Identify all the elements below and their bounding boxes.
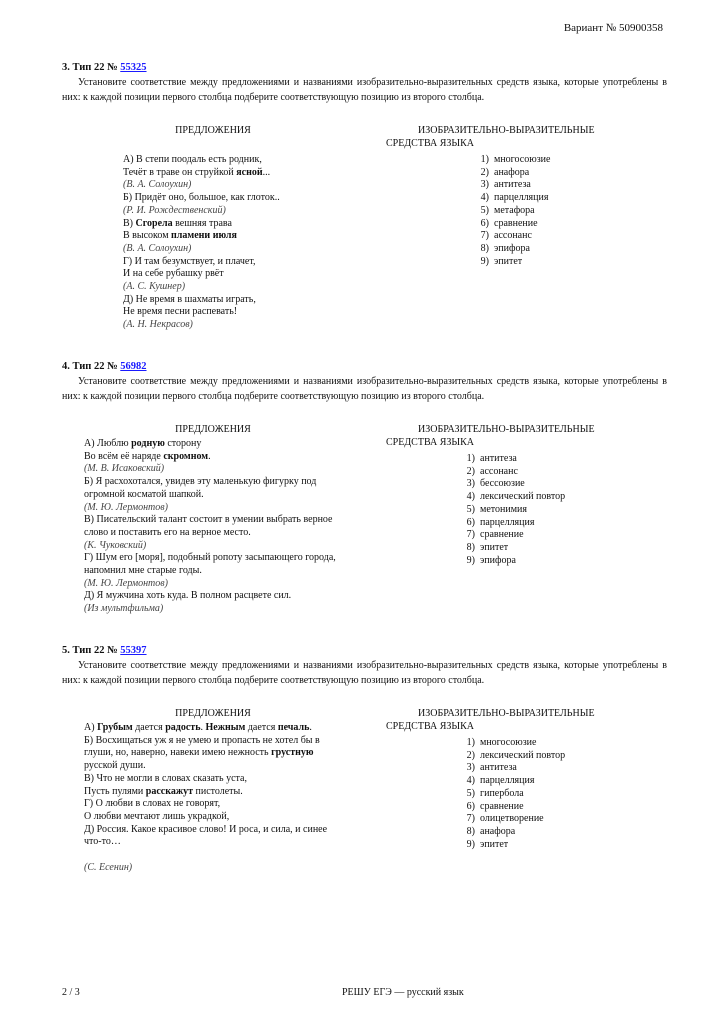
device-option — [473, 179, 550, 192]
option-label: анафора — [494, 166, 530, 178]
highlighted-word: грустную — [271, 747, 314, 759]
device-option — [473, 192, 550, 205]
option-number: 4) — [466, 775, 475, 787]
text-segment: Во всём её наряде — [84, 450, 164, 462]
text-segment: Д) Я мужчина хоть куда. В полном расцвете сил. — [84, 590, 292, 602]
sentences-header: ПРЕДЛОЖЕНИЯ — [175, 125, 251, 136]
option-label: эпитет — [480, 838, 509, 850]
text-segment: . — [200, 722, 206, 733]
option-number: 4) — [480, 192, 489, 204]
option-number: 8) — [480, 242, 489, 254]
option-label: эпитет — [480, 541, 509, 553]
text-segment: . — [208, 450, 211, 462]
option-label: ассонанс — [494, 230, 532, 242]
sentences-header: ПРЕДЛОЖЕНИЯ — [175, 708, 251, 719]
author-attribution — [84, 463, 346, 476]
highlighted-word: печаль — [277, 722, 310, 733]
task-instruction: Установите соответствие между предложениями и названиями изобразительно-выразительных средств языка, которые употреблены в них: к каждой позиции первого столбца подберите соответствующую позицию из второго столбца. — [62, 660, 667, 686]
option-label: метафора — [494, 204, 535, 216]
sentence-line — [84, 786, 340, 799]
device-option — [459, 813, 565, 826]
text-segment: (К. Чуковский) — [84, 539, 147, 551]
option-label: антитеза — [494, 179, 531, 191]
device-option — [459, 491, 565, 504]
devices-header: ИЗОБРАЗИТЕЛЬНО-ВЫРАЗИТЕЛЬНЫЕ — [418, 708, 595, 719]
text-segment: (Р. И. Рождественский) — [123, 204, 226, 216]
sentence-line — [84, 514, 346, 539]
option-number: 6) — [466, 800, 475, 812]
option-number: 9) — [466, 838, 475, 850]
variant-number: Вариант № 50900358 — [563, 22, 663, 34]
devices-header: ИЗОБРАЗИТЕЛЬНО-ВЫРАЗИТЕЛЬНЫЕ — [418, 424, 595, 435]
text-segment: О любви мечтают лишь украдкой, — [84, 810, 230, 822]
text-segment: (М. Ю. Лермонтов) — [84, 501, 168, 513]
option-number: 3) — [466, 762, 475, 774]
sentence-line — [84, 849, 340, 862]
option-label: сравнение — [480, 529, 524, 541]
option-number: 6) — [480, 217, 489, 229]
option-number: 9) — [480, 255, 489, 267]
option-number: 2) — [480, 166, 489, 178]
text-segment: (М. Ю. Лермонтов) — [84, 577, 168, 589]
task-number: 4. — [62, 361, 70, 372]
option-number: 9) — [466, 554, 475, 566]
device-option — [473, 243, 550, 256]
footer-site-title: РЕШУ ЕГЭ — русский язык — [342, 987, 464, 998]
highlighted-word: скромном — [163, 450, 209, 462]
device-option — [459, 750, 565, 763]
option-number: 1) — [466, 453, 475, 464]
author-attribution — [84, 862, 340, 875]
option-number: 1) — [466, 737, 475, 748]
devices-header: ИЗОБРАЗИТЕЛЬНО-ВЫРАЗИТЕЛЬНЫЕ — [418, 125, 595, 136]
sentence-line — [123, 218, 280, 231]
sentence-line — [123, 167, 280, 180]
option-label: парцелляция — [480, 775, 535, 787]
text-segment: дается — [245, 722, 278, 733]
text-segment: (В. А. Солоухин) — [123, 179, 192, 191]
text-segment: А) — [84, 722, 98, 733]
device-option — [459, 504, 565, 517]
option-number: 7) — [466, 529, 475, 541]
device-option — [459, 517, 565, 530]
task-type: Тип 22 № — [72, 62, 118, 73]
option-label: многосоюзие — [494, 154, 551, 165]
text-segment: В) — [123, 217, 136, 229]
task-5 — [0, 645, 725, 925]
text-segment: И на себе рубашку рвёт — [123, 268, 224, 280]
text-segment: А) Люблю — [84, 438, 132, 449]
highlighted-word: Грубым — [97, 722, 133, 733]
device-option — [473, 230, 550, 243]
task-type: Тип 22 № — [72, 645, 118, 656]
option-label: антитеза — [480, 453, 517, 464]
task-heading — [62, 645, 147, 656]
option-label: антитеза — [480, 762, 517, 774]
highlighted-word: пламени июля — [171, 230, 237, 242]
text-segment: Б) Восхищаться уж я не умею и пропасть не хотел бы в глуши, но, наверно, навеки имею нежность — [84, 734, 320, 759]
device-option — [459, 788, 565, 801]
sentences-list — [84, 722, 340, 874]
device-option — [459, 762, 565, 775]
sentence-line — [123, 306, 280, 319]
text-segment: (М. В. Исаковский) — [84, 463, 165, 475]
device-option — [473, 256, 550, 269]
option-label: ассонанс — [480, 465, 518, 477]
sentence-line — [84, 476, 346, 501]
device-option — [459, 839, 565, 852]
text-segment: Г) И там безумствует, и плачет, — [123, 255, 256, 267]
text-segment: (С. Есенин) — [84, 861, 133, 873]
devices-list — [473, 154, 550, 268]
task-id-link[interactable]: 56982 — [120, 361, 147, 372]
device-option — [473, 218, 550, 231]
text-segment: (Из мультфильма) — [84, 603, 164, 615]
option-number: 5) — [466, 787, 475, 799]
option-number: 5) — [466, 503, 475, 515]
text-segment: (А. Н. Некрасов) — [123, 319, 193, 331]
option-label: парцелляция — [494, 192, 549, 204]
sentence-line — [123, 192, 280, 205]
devices-header-cont: СРЕДСТВА ЯЗЫКА — [386, 437, 474, 448]
option-number: 8) — [466, 541, 475, 553]
device-option — [473, 167, 550, 180]
option-number: 4) — [466, 491, 475, 503]
author-attribution — [123, 319, 280, 332]
option-number: 3) — [466, 478, 475, 490]
text-segment: В) Писательский талант состоит в умении выбрать верное слово и поставить его на верное место. — [84, 514, 333, 538]
highlighted-word: Нежным — [205, 722, 246, 733]
device-option — [459, 775, 565, 788]
author-attribution — [84, 578, 346, 591]
text-segment: Не время песни распевать! — [123, 306, 238, 318]
sentences-list — [123, 154, 280, 332]
sentence-line — [123, 268, 280, 281]
option-number: 1) — [480, 154, 489, 165]
task-instruction: Установите соответствие между предложениями и названиями изобразительно-выразительных средств языка, которые употреблены в них: к каждой позиции первого столбца подберите соответствующую позицию из второго столбца. — [62, 77, 667, 103]
sentence-line — [84, 798, 340, 811]
highlighted-word: радость — [165, 722, 201, 733]
device-option — [459, 529, 565, 542]
option-number: 8) — [466, 825, 475, 837]
device-option — [459, 466, 565, 479]
option-label: сравнение — [494, 217, 538, 229]
option-label: гипербола — [480, 787, 524, 799]
author-attribution — [123, 179, 280, 192]
text-segment: Г) О любви в словах не говорят, — [84, 798, 221, 810]
text-segment: пистолеты. — [193, 785, 243, 797]
task-4 — [0, 361, 725, 641]
text-segment: Б) Я расхохотался, увидев эту маленькую фигурку под огромной косматой шапкой. — [84, 476, 317, 500]
option-number: 5) — [480, 204, 489, 216]
option-label: многосоюзие — [480, 737, 537, 748]
text-segment: Г) Шум его [моря], подобный ропоту засыпающего города, напомнил мне старые годы. — [84, 552, 336, 577]
task-id-link[interactable]: 55397 — [120, 645, 147, 656]
option-label: эпифора — [494, 242, 530, 254]
text-segment: (А. С. Кушнер) — [123, 281, 186, 293]
sentence-line — [84, 590, 346, 603]
option-number: 2) — [466, 749, 475, 761]
text-segment: Д) Не время в шахматы играть, — [123, 293, 256, 305]
task-heading — [62, 62, 147, 73]
device-option — [459, 478, 565, 491]
author-attribution — [84, 540, 346, 553]
option-label: метонимия — [480, 503, 527, 515]
device-option — [459, 542, 565, 555]
option-label: эпитет — [494, 255, 523, 267]
text-segment: В) Что не могли в словах сказать уста, — [84, 772, 247, 784]
option-number: 7) — [480, 230, 489, 242]
text-segment: (В. А. Солоухин) — [123, 242, 192, 254]
author-attribution — [123, 281, 280, 294]
option-number: 2) — [466, 465, 475, 477]
text-segment: дается — [132, 722, 166, 733]
option-label: эпифора — [480, 554, 516, 566]
option-label: бессоюзие — [480, 478, 525, 490]
text-segment: Б) Придёт оно, большое, как глоток.. — [123, 192, 280, 204]
task-number: 3. — [62, 62, 70, 73]
sentence-line — [123, 294, 280, 307]
option-label: сравнение — [480, 800, 524, 812]
option-label: лексический повтор — [480, 491, 566, 503]
text-segment: А) В степи поодаль есть родник, — [123, 154, 262, 165]
sentence-line — [84, 552, 346, 577]
option-number: 7) — [466, 813, 475, 825]
page-number: 2 / 3 — [62, 987, 80, 998]
text-segment: Пусть пулями — [84, 785, 146, 797]
sentence-line — [123, 256, 280, 269]
sentences-list — [84, 438, 346, 616]
text-segment: ... — [262, 166, 271, 178]
sentence-line — [123, 230, 280, 243]
devices-list — [459, 453, 565, 567]
sentence-line — [84, 824, 340, 849]
task-heading — [62, 361, 147, 372]
highlighted-word: родную — [131, 438, 165, 449]
highlighted-word: ясной — [236, 166, 263, 178]
author-attribution — [84, 603, 346, 616]
device-option — [473, 154, 550, 167]
text-segment: Д) Россия. Какое красивое слово! И роса, и сила, и синее что-то… — [84, 823, 328, 848]
task-number: 5. — [62, 645, 70, 656]
text-segment: . — [309, 722, 312, 733]
sentence-line — [84, 735, 340, 773]
sentence-line — [84, 722, 340, 735]
text-segment: В высоком — [123, 230, 172, 242]
text-segment: сторону — [164, 438, 202, 449]
task-instruction: Установите соответствие между предложениями и названиями изобразительно-выразительных средств языка, которые употреблены в них: к каждой позиции первого столбца подберите соответствующую позицию из второго столбца. — [62, 376, 667, 402]
text-segment: вешняя трава — [172, 217, 232, 229]
device-option — [459, 453, 565, 466]
sentences-header: ПРЕДЛОЖЕНИЯ — [175, 424, 251, 435]
option-label: лексический повтор — [480, 749, 566, 761]
option-label: анафора — [480, 825, 516, 837]
author-attribution — [84, 502, 346, 515]
text-segment: русской души. — [84, 760, 146, 772]
devices-header-cont: СРЕДСТВА ЯЗЫКА — [386, 138, 474, 149]
device-option — [459, 555, 565, 568]
devices-header-cont: СРЕДСТВА ЯЗЫКА — [386, 721, 474, 732]
devices-list — [459, 737, 565, 851]
sentence-line — [84, 811, 340, 824]
option-label: олицетворение — [480, 813, 544, 825]
device-option — [473, 205, 550, 218]
device-option — [459, 826, 565, 839]
text-segment: Течёт в траве он струйкой — [123, 166, 237, 178]
task-3 — [0, 62, 725, 342]
task-id-link[interactable]: 55325 — [120, 62, 147, 73]
option-label: парцелляция — [480, 516, 535, 528]
sentence-line — [84, 773, 340, 786]
option-number: 3) — [480, 179, 489, 191]
option-number: 6) — [466, 516, 475, 528]
sentence-line — [123, 154, 280, 167]
task-type: Тип 22 № — [72, 361, 118, 372]
author-attribution — [123, 205, 280, 218]
sentence-line — [84, 438, 346, 451]
highlighted-word: расскажут — [145, 785, 193, 797]
sentence-line — [84, 451, 346, 464]
device-option — [459, 801, 565, 814]
device-option — [459, 737, 565, 750]
author-attribution — [123, 243, 280, 256]
highlighted-word: Сгорела — [135, 217, 173, 229]
